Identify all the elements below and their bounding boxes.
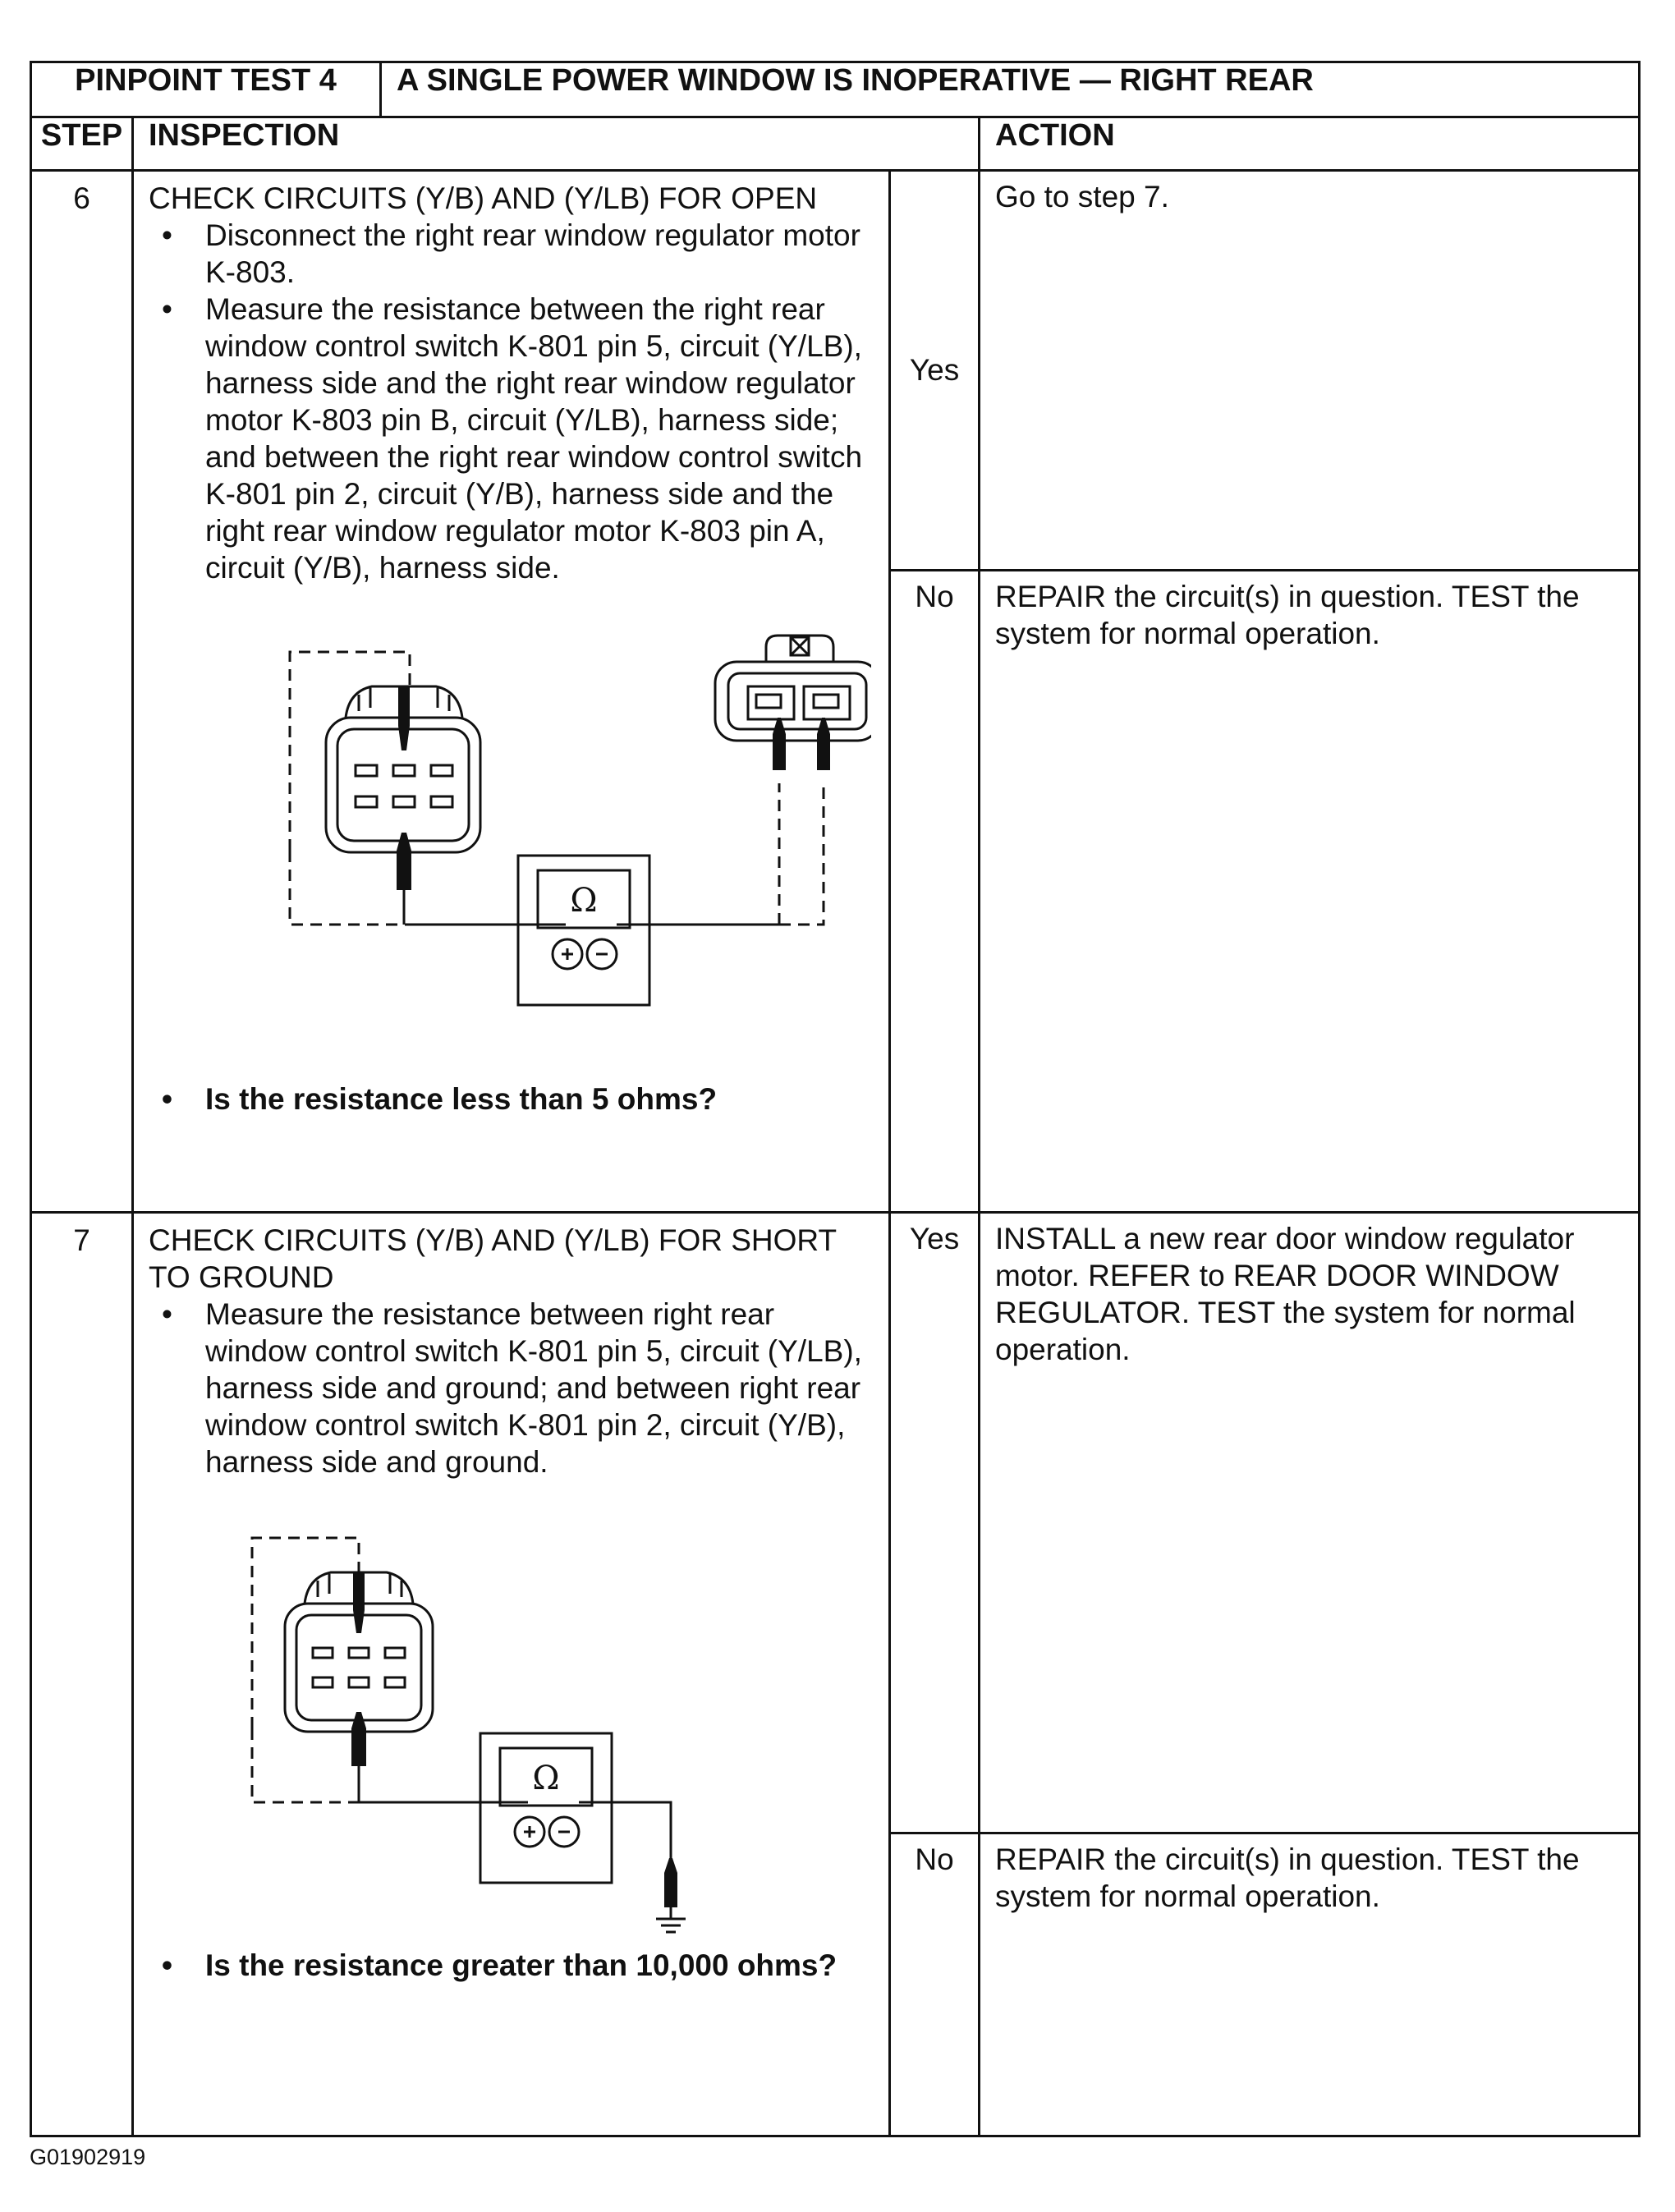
step-row [31,171,1640,571]
yes-action: Go to step 7. [980,171,1640,571]
column-step: STEP [31,117,133,171]
step-number: 6 [31,171,133,1213]
pinpoint-test-table [30,61,1641,2137]
column-header-row [31,117,1640,171]
step-question: • Is the resistance less than 5 ohms? [149,1081,879,1117]
step-heading: CHECK CIRCUITS (Y/B) AND (Y/LB) FOR OPEN [149,181,818,215]
ohmmeter-icon [480,1733,612,1883]
test-header-row [31,62,1640,117]
resistance-test-diagram-open [149,586,871,1038]
no-label: No [890,1833,980,2136]
no-action: REPAIR the circuit(s) in question. TEST the system for normal operation. [980,571,1640,1213]
test-title: A SINGLE POWER WINDOW IS INOPERATIVE — RIGHT REAR [381,62,1640,117]
step-bullet: • Measure the resistance between the right rear window control switch K-801 pin 5, circuit (Y/LB), harness side and the right rear window regulator motor K-803 pin B, circuit (Y/LB), harness side; and between the right rear window control switch K-801 pin 2, circuit (Y/B), harness side and the right rear window regulator motor K-803 pin A, circuit (Y/B), harness side. [149,291,879,586]
no-action: REPAIR the circuit(s) in question. TEST the system for normal operation. [980,1833,1640,2136]
motor-connector-icon [715,636,871,741]
yes-label: Yes [890,171,980,571]
test-id: PINPOINT TEST 4 [31,62,381,117]
pinpoint-test-sheet [30,61,1638,2112]
ohm-symbol: Ω [532,1760,560,1797]
step-inspection [133,1213,890,2136]
step-bullets [149,217,879,586]
figure-id: G01902919 [30,2145,146,2169]
column-action: ACTION [980,117,1640,171]
no-label: No [890,571,980,1213]
step-row [31,1213,1640,1833]
step-question-list [149,1081,879,1117]
resistance-test-diagram-ground [149,1480,871,1940]
step-question-list [149,1947,879,1984]
step-bullet: • Measure the resistance between right rear window control switch K-801 pin 5, circuit (Y/LB), harness side and ground; and between right rear window control switch K-801 pin 2, circuit (Y/B), harness side and ground. [149,1296,879,1480]
step-number: 7 [31,1213,133,2136]
ohmmeter-icon [518,856,649,1005]
step-question: • Is the resistance greater than 10,000 ohms? [149,1947,879,1984]
yes-label: Yes [890,1213,980,1833]
ground-symbol-icon [656,1907,686,1932]
step-inspection [133,171,890,1213]
ohm-symbol: Ω [570,882,598,920]
step-bullets [149,1296,879,1480]
step-heading: CHECK CIRCUITS (Y/B) AND (Y/LB) FOR SHORT TO GROUND [149,1223,837,1294]
yes-action: INSTALL a new rear door window regulator motor. REFER to REAR DOOR WINDOW REGULATOR. TEST the system for normal operation. [980,1213,1640,1833]
column-inspection: INSPECTION [133,117,980,171]
step-bullet: • Disconnect the right rear window regulator motor K-803. [149,217,879,291]
